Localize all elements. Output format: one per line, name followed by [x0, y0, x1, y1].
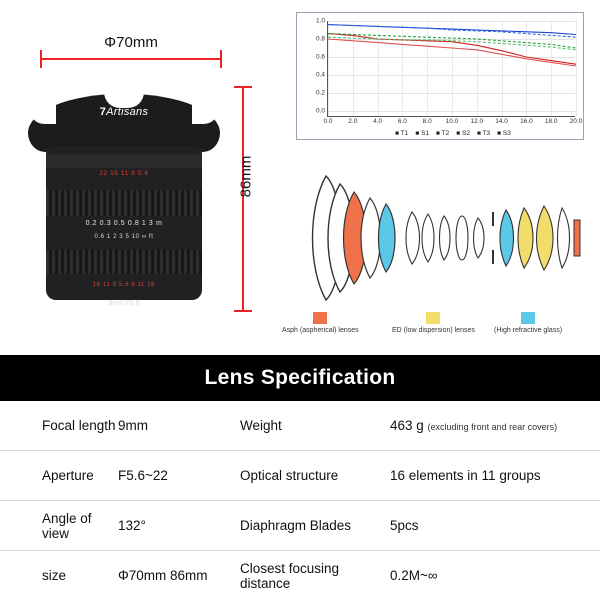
spec-value-secondary: 5pcs: [390, 518, 419, 533]
width-dimension-line: [40, 58, 222, 60]
chart-x-tick: 10.0: [445, 118, 459, 125]
chart-x-tick: 14.0: [495, 118, 508, 125]
chart-series-layer: [328, 21, 576, 111]
spec-row: [0, 551, 600, 600]
spec-value: 132°: [118, 518, 146, 533]
chart-y-tick: 0.8: [315, 35, 325, 43]
spec-label-secondary: Optical structure: [240, 468, 339, 483]
chart-x-tick: 8.0: [422, 118, 432, 125]
chart-y-tick: 0.0: [315, 107, 325, 115]
glass-legend-label: (High refractive glass): [494, 327, 563, 334]
spec-value: Φ70mm 86mm: [118, 568, 208, 583]
width-dimension: [40, 34, 222, 60]
brand-logo-suffix: Artisans: [106, 106, 149, 118]
chart-x-tick: 16.0: [520, 118, 533, 125]
spec-label-secondary: Weight: [240, 418, 282, 433]
mtf-plot-area: [315, 17, 583, 125]
chart-x-tick: 20.0: [569, 118, 583, 125]
glass-legend-item: [282, 312, 359, 334]
chart-legend-item: ■ T1: [395, 130, 409, 137]
spec-row: [0, 501, 600, 551]
optical-diagram-svg: [300, 168, 586, 308]
spec-label: Angle of view: [42, 510, 92, 541]
lens-focus-ring: [46, 190, 202, 216]
mtf-legend: [327, 130, 579, 137]
chart-legend-item: ■ S3: [497, 130, 511, 137]
lens-aperture-ring: [46, 250, 202, 274]
lens-ring-top: [46, 154, 202, 168]
height-dimension-label: 86mm: [237, 155, 255, 198]
chart-y-tick: 1.0: [315, 17, 325, 25]
width-dimension-cap-left: [40, 50, 42, 68]
spec-value-secondary: 463 g (excluding front and rear covers): [390, 418, 558, 433]
distance-scale-feet: 0.6 1 2 3 5 10 ∞ ft: [94, 234, 154, 240]
spec-value-secondary: 0.2M~∞: [390, 568, 438, 583]
specification-table: [0, 401, 600, 600]
lens-barrel: [46, 146, 202, 300]
chart-y-tick: 0.2: [315, 89, 325, 97]
glass-legend-item: [392, 312, 475, 334]
spec-value-note: (excluding front and rear covers): [427, 422, 558, 432]
depth-of-field-scale: 16 11 8 5.6 8 11 16: [92, 282, 156, 288]
optical-construction-diagram: [300, 168, 586, 308]
chart-y-tick: 0.4: [315, 71, 325, 79]
glass-legend-label: Asph (aspherical) lenses: [282, 327, 359, 334]
chart-x-tick: 2.0: [348, 118, 358, 125]
chart-gridline-vertical: [576, 21, 577, 116]
width-dimension-label: Φ70mm: [104, 34, 158, 51]
spec-label: Focal length: [42, 418, 116, 433]
chart-legend-item: ■ S1: [415, 130, 430, 137]
mtf-chart: [296, 12, 584, 140]
spec-label: Aperture: [42, 468, 94, 483]
chart-x-tick: 12.0: [470, 118, 484, 125]
spec-label: size: [42, 568, 67, 583]
spec-value-secondary: 16 elements in 11 groups: [390, 468, 541, 483]
specification-section: [0, 355, 600, 600]
spec-row: [0, 451, 600, 501]
glass-color-swatch: [521, 312, 535, 324]
spec-row: [0, 401, 600, 451]
glass-color-swatch: [313, 312, 327, 324]
brand-logo-prefix: 7: [99, 106, 107, 118]
glass-type-legend: [282, 312, 594, 346]
lens-model-label: 9mm F5.6: [108, 300, 140, 307]
specification-title: Lens Specification: [0, 355, 600, 401]
spec-label-secondary: Diaphragm Blades: [240, 518, 352, 533]
chart-x-tick: 0.0: [323, 118, 333, 125]
lens-image: [28, 88, 220, 310]
chart-y-tick: 0.6: [315, 53, 325, 61]
chart-x-tick: 18.0: [544, 118, 558, 125]
spec-value: F5.6~22: [118, 468, 168, 483]
brand-logo: [28, 106, 220, 118]
glass-color-swatch: [426, 312, 440, 324]
chart-x-tick: 4.0: [373, 118, 383, 125]
chart-legend-item: ■ T2: [436, 130, 450, 137]
spec-value: 9mm: [118, 418, 148, 433]
aperture-scale: 22 16 11 8 5.6: [99, 170, 149, 177]
glass-legend-label: ED (low dispersion) lenses: [392, 327, 475, 334]
height-dimension-cap-bottom: [234, 310, 252, 312]
distance-scale: 0.2 0.3 0.5 0.8 1 3 m: [85, 220, 163, 227]
chart-legend-item: ■ T3: [476, 130, 491, 137]
chart-legend-item: ■ S2: [456, 130, 470, 137]
spec-label-secondary: Closest focusing distance: [240, 560, 340, 591]
width-dimension-cap-right: [220, 50, 222, 68]
height-dimension: [228, 86, 258, 312]
chart-x-tick: 6.0: [397, 118, 407, 125]
glass-legend-item: [494, 312, 562, 334]
height-dimension-cap-top: [234, 86, 252, 88]
